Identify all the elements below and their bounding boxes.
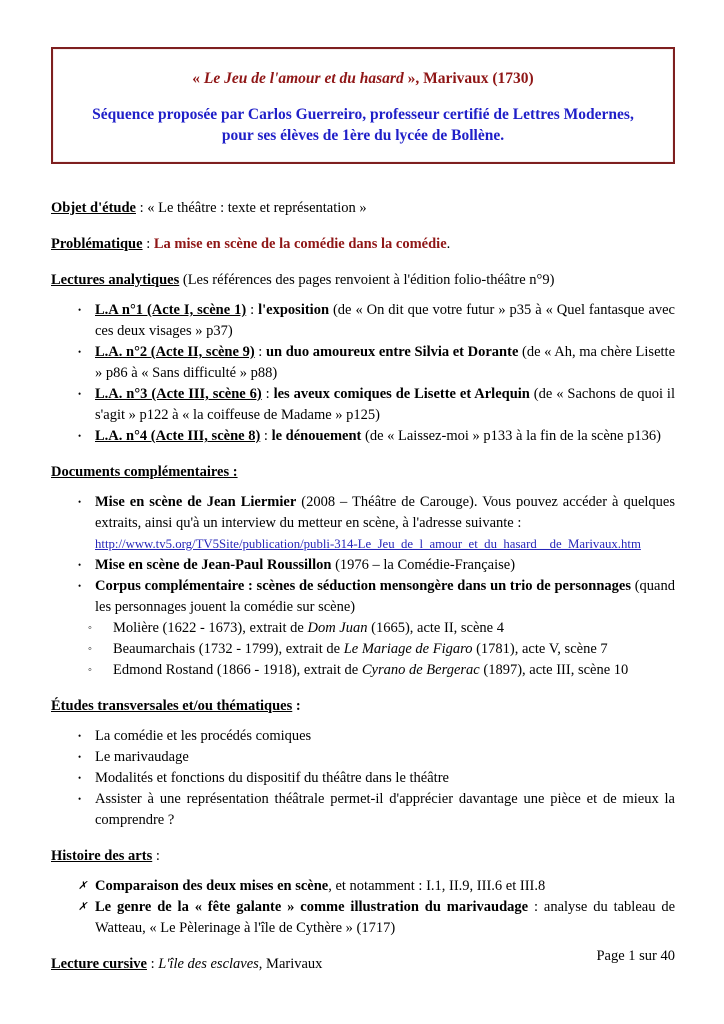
list-item: ✗ Le genre de la « fête galante » comme illustration du marivaudage : analyse du tableau de Watteau, « Le Pèlerinage à l'île de Cythère » (1717) [78, 899, 675, 936]
bullet-dot-icon: • [78, 773, 82, 783]
bullet-dot-icon: • [78, 560, 82, 570]
tv5-link[interactable]: http://www.tv5.org/TV5Site/publication/publi-314-Le_Jeu_de_l_amour_et_du_hasard__de_Marivaux.htm [95, 537, 641, 551]
document-title [65, 69, 661, 88]
lectures-heading-line [51, 270, 675, 291]
list-item: • Mise en scène de Jean Liermier (2008 – Théâtre de Carouge). Vous pouvez accéder à quelques extraits, ainsi qu'à un interview du metteur en scène, à l'adresse suivante : http://www.tv5.org/TV5Site/publication/publi-314-Le_Jeu_de_l_amour_et_du_hasard__de_Marivaux.htm [51, 492, 675, 555]
list-item: • Le marivaudage [51, 747, 675, 768]
title-author: », Marivaux (1730) [403, 70, 534, 87]
doc3-title: Corpus complémentaire : scènes de séduction mensongère dans un trio de personnages [95, 578, 631, 594]
bullet-dot-icon: • [78, 752, 82, 762]
heading-lecture-cursive: Lecture cursive [51, 956, 147, 972]
lecture-cursive-work: L'île des esclaves [158, 956, 259, 972]
bullet-dot-icon: • [78, 389, 82, 399]
bullet-cross-icon: ✗ [78, 880, 88, 892]
heading-lectures-analytiques: Lectures analytiques [51, 272, 180, 288]
bullet-dot-icon: • [78, 431, 82, 441]
title-work-name: Le Jeu de l'amour et du hasard [203, 70, 404, 87]
objet-detude-line: Objet d'étude : « Le théâtre : texte et représentation » [51, 200, 367, 216]
list-item: • L.A. n°3 (Acte III, scène 6) : les aveux comiques de Lisette et Arlequin (de « Sachons de quoi il s'agit » p122 à « la coiffeuse de Madame » p125) [78, 386, 675, 423]
list-item: • Mise en scène de Jean-Paul Roussillon (1976 – la Comédie-Française) [51, 555, 675, 576]
lectures-note: (Les références des pages renvoient à l'édition folio-théâtre n°9) [179, 272, 555, 288]
histoire-heading-line: Histoire des arts : [51, 848, 160, 864]
subtitle-line1: Séquence proposée par Carlos Guerreiro, professeur certifié de Lettres Modernes, [92, 106, 634, 123]
etudes-list [51, 726, 675, 831]
list-item: ✗ Comparaison des deux mises en scène, et notamment : I.1, II.9, III.6 et III.8 [51, 876, 675, 897]
histoire-list [51, 876, 675, 939]
sequence-subtitle [65, 104, 661, 146]
bullet-dot-icon: • [78, 497, 82, 507]
list-item: • Assister à une représentation théâtrale permet-il d'apprécier davantage une pièce et de mieux la comprendre ? [78, 791, 675, 828]
etudes-heading-line: Études transversales et/ou thématiques : [51, 698, 301, 714]
problematique-line: Problématique : La mise en scène de la comédie dans la comédie. [51, 236, 451, 252]
bullet-dot-icon: • [78, 305, 82, 315]
list-item: • Corpus complémentaire : scènes de séduction mensongère dans un trio de personnages (quand les personnages jouent la comédie sur scène) ◦ Molière (1622 - 1673), extrait de Dom Juan (1665), acte II, scène 4 ◦ Beaumarchais (1732 - 1799), extrait de Le Mariage de Figaro (1781), acte V, scène 7 ◦ Edmond Rostand (1866 - 1918), extrait de Cyrano de Bergerac (1897), acte III, scène 10 [51, 576, 675, 681]
page-number: Page 1 sur 40 [596, 948, 675, 964]
heading-etudes-transversales: Études transversales et/ou thématiques [51, 698, 293, 714]
list-item: ◦ Beaumarchais (1732 - 1799), extrait de Le Mariage de Figaro (1781), acte V, scène 7 [95, 639, 675, 660]
la1-label: L.A n°1 (Acte I, scène 1) [95, 302, 247, 318]
list-item: • La comédie et les procédés comiques [51, 726, 675, 747]
bullet-dot-icon: • [78, 581, 82, 591]
bullet-circle-icon: ◦ [88, 622, 92, 634]
bullet-cross-icon: ✗ [78, 901, 88, 913]
documents-list [51, 492, 675, 681]
objet-detude-text: « Le théâtre : texte et représentation » [147, 200, 367, 216]
heading-histoire-des-arts: Histoire des arts [51, 848, 153, 864]
lectures-list [51, 300, 675, 447]
subtitle-line2: pour ses élèves de 1ère du lycée de Bollène. [221, 127, 505, 144]
heading-documents-complementaires: Documents complémentaires : [51, 464, 238, 480]
bullet-dot-icon: • [78, 347, 82, 357]
doc1-title: Mise en scène de Jean Liermier [95, 494, 297, 510]
heading-problematique: Problématique [51, 236, 143, 252]
bullet-circle-icon: ◦ [88, 664, 92, 676]
list-item: ◦ Molière (1622 - 1673), extrait de Dom Juan (1665), acte II, scène 4 [95, 618, 675, 639]
la3-label: L.A. n°3 (Acte III, scène 6) [95, 386, 262, 402]
problematique-text: La mise en scène de la comédie dans la comédie [153, 236, 447, 252]
bullet-dot-icon: • [78, 794, 82, 804]
documents-heading-line [51, 462, 675, 483]
heading-objet-detude: Objet d'étude [51, 200, 136, 216]
list-item: • L.A. n°2 (Acte II, scène 9) : un duo amoureux entre Silvia et Dorante (de « Ah, ma chère Lisette » p86 à « Sans difficulté » p88) [78, 344, 676, 381]
corpus-sublist [88, 618, 675, 681]
la4-label: L.A. n°4 (Acte III, scène 8) [95, 428, 261, 444]
list-item: ◦ Edmond Rostand (1866 - 1918), extrait de Cyrano de Bergerac (1897), acte III, scène 10 [95, 660, 675, 681]
doc2-title: Mise en scène de Jean-Paul Roussillon [95, 557, 332, 573]
bullet-dot-icon: • [78, 731, 82, 741]
list-item: • L.A. n°4 (Acte III, scène 8) : le dénouement (de « Laissez-moi » p133 à la fin de la scène p136) [51, 426, 675, 447]
title-banner [51, 47, 675, 164]
list-item: • L.A n°1 (Acte I, scène 1) : l'exposition (de « On dit que votre futur » p35 à « Quel fantasque avec ces deux visages » p37) [78, 302, 675, 339]
lecture-cursive-line: Lecture cursive : L'île des esclaves, Marivaux [51, 956, 323, 972]
title-open-quote: « [192, 70, 204, 87]
list-item: • Modalités et fonctions du dispositif du théâtre dans le théâtre [51, 768, 675, 789]
bullet-circle-icon: ◦ [88, 643, 92, 655]
la2-label: L.A. n°2 (Acte II, scène 9) [95, 344, 255, 360]
